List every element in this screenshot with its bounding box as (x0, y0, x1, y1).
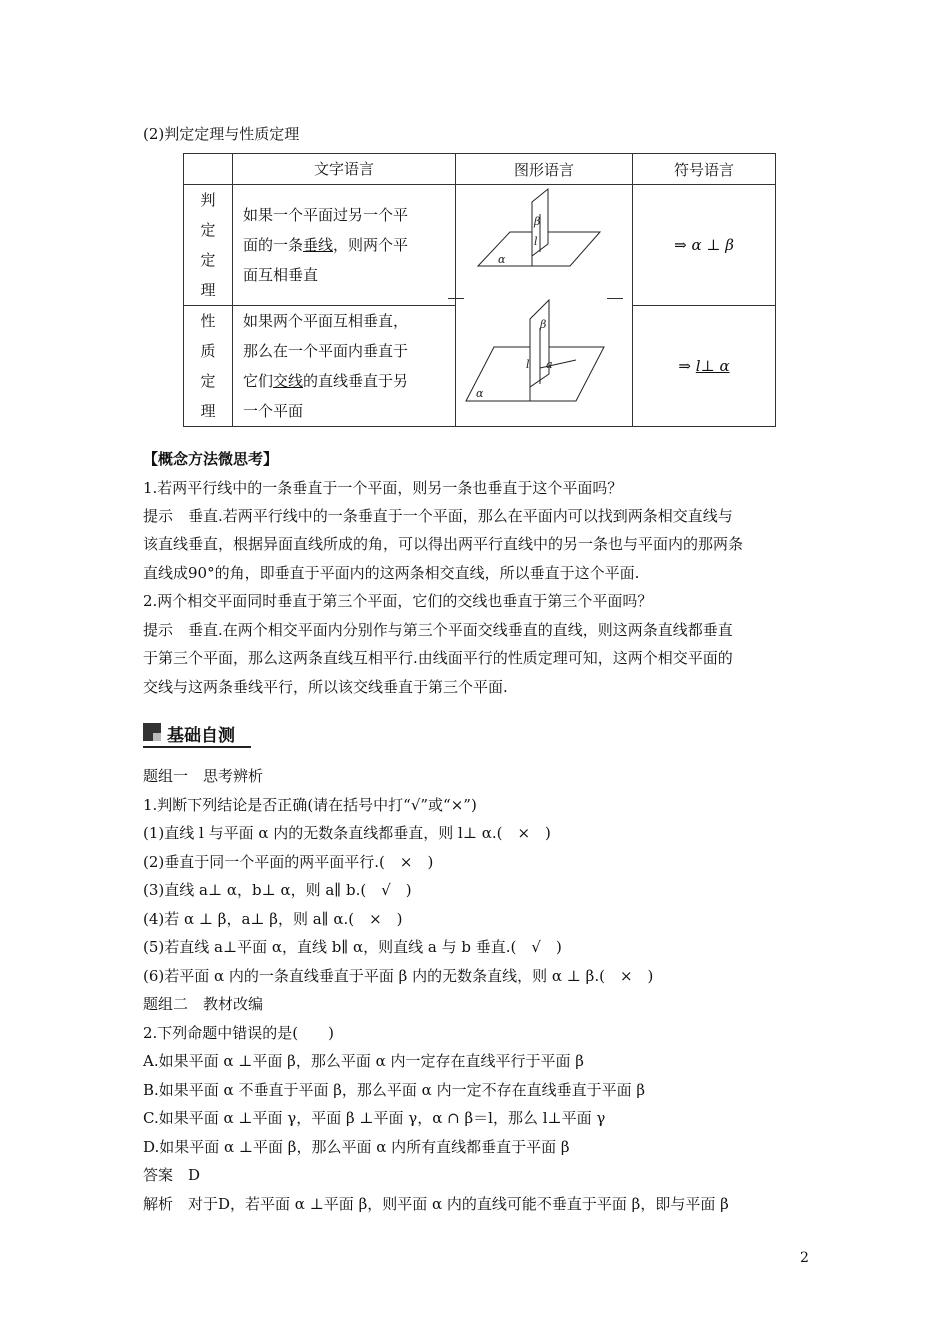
exercise-line: 题组二 教材改编 (143, 995, 264, 1013)
concept-line: 该直线垂直，根据异面直线所成的角，可以得出两平行直线中的另一条也与平面内的那两条 (143, 535, 744, 553)
concept-line: 提示 垂直.在两个相交平面内分别作与第三个平面交线垂直的直线，则这两条直线都垂直 (143, 621, 733, 639)
figure-judgment-theorem (478, 189, 600, 266)
exercise-line: (3)直线 a⊥ α，b⊥ α，则 a∥ b.( √ ) (143, 881, 412, 899)
border-fragment (448, 298, 464, 299)
exercise-line: B.如果平面 α 不垂直于平面 β，那么平面 α 内一定不存在直线垂直于平面 β (143, 1081, 646, 1099)
header-cell-symbol: 符号语言 (633, 154, 776, 185)
exercise-line: D.如果平面 α ⊥平面 β，那么平面 α 内所有直线都垂直于平面 β (143, 1138, 570, 1156)
border-fragment (607, 298, 623, 299)
row-text: 如果两个平面互相垂直， 那么在一个平面内垂直于 它们交线的直线垂直于另 一个平面 (233, 306, 456, 427)
section-square-icon (143, 723, 161, 741)
concept-line: 1.若两平行线中的一条垂直于一个平面，则另一条也垂直于这个平面吗？ (143, 479, 623, 497)
row-symbol: ⇒ α ⊥ β (633, 185, 776, 306)
alpha-label: α (476, 387, 484, 400)
concept-line: 提示 垂直.若两平行线中的一条垂直于一个平面，那么在平面内可以找到两条相交直线与 (143, 507, 733, 525)
table-header-row (184, 154, 776, 185)
concept-heading: 【概念方法微思考】 (143, 450, 279, 468)
exercise-line: (5)若直线 a⊥平面 α，直线 b∥ α，则直线 a 与 b 垂直.( √ ) (143, 938, 562, 956)
subheading: (2)判定定理与性质定理 (143, 125, 300, 143)
analysis-line: 解析 对于D，若平面 α ⊥平面 β，则平面 α 内的直线可能不垂直于平面 β，即与平面 β (143, 1195, 729, 1213)
header-cell-figure: 图形语言 (456, 154, 633, 185)
header-cell-empty (184, 154, 233, 185)
a-label: a (546, 358, 553, 371)
exercise-line: (6)若平面 α 内的一条直线垂直于平面 β 内的无数条直线，则 α ⊥ β.( × ) (143, 967, 654, 985)
alpha-label: α (498, 253, 506, 266)
beta-label: β (534, 215, 541, 228)
row-label: 性 质 定 理 (184, 306, 233, 427)
exercise-line: C.如果平面 α ⊥平面 γ，平面 β ⊥平面 γ，α ∩ β＝l，那么 l⊥平面 γ (143, 1109, 606, 1127)
l-label: l (534, 235, 538, 248)
beta-label: β (540, 318, 547, 331)
row-symbol: ⇒ l⊥ α (633, 306, 776, 427)
l-label: l (526, 358, 530, 371)
exercise-line: (4)若 α ⊥ β，a⊥ β，则 a∥ α.( × ) (143, 910, 403, 928)
plane-figures (448, 184, 624, 417)
exercise-line: 2.下列命题中错误的是( ) (143, 1024, 335, 1042)
exercise-line: (2)垂直于同一个平面的两平面平行.( × ) (143, 853, 434, 871)
exercise-line: A.如果平面 α ⊥平面 β，那么平面 α 内一定存在直线平行于平面 β (143, 1052, 584, 1070)
row-text: 如果一个平面过另一个平 面的一条垂线，则两个平 面互相垂直 (233, 185, 456, 306)
concept-line: 2.两个相交平面同时垂直于第三个平面，它们的交线也垂直于第三个平面吗？ (143, 592, 653, 610)
concept-line: 交线与这两条垂线平行，所以该交线垂直于第三个平面. (143, 678, 508, 696)
concept-line: 直线成90°的角，即垂直于平面内的这两条相交直线，所以垂直于这个平面. (143, 564, 640, 582)
page-number: 2 (800, 1250, 809, 1266)
figure-property-theorem (466, 300, 604, 401)
header-cell-text: 文字语言 (233, 154, 456, 185)
row-label: 判 定 定 理 (184, 185, 233, 306)
exercise-line: 题组一 思考辨析 (143, 767, 264, 785)
concept-line: 于第三个平面，那么这两条直线互相平行.由线面平行的性质定理可知，这两个相交平面的 (143, 649, 733, 667)
answer-line: 答案 D (143, 1166, 201, 1184)
section-title: 基础自测 (143, 720, 251, 748)
exercise-line: 1.判断下列结论是否正确(请在括号中打“√”或“×”) (143, 796, 477, 814)
exercise-line: (1)直线 l 与平面 α 内的无数条直线都垂直，则 l⊥ α.( × ) (143, 824, 551, 842)
